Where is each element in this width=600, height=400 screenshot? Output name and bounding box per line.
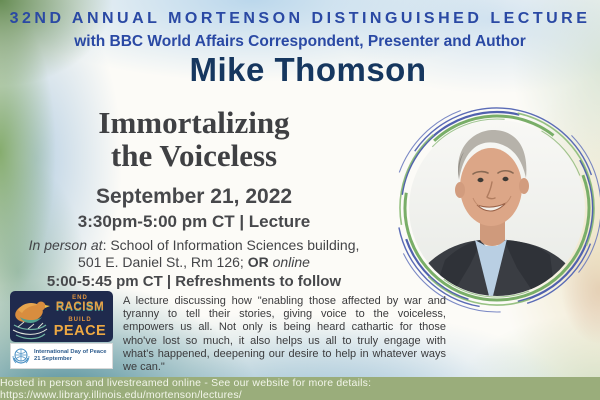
- speaker-photo: [385, 90, 600, 330]
- speaker-name: Mike Thomson: [189, 51, 427, 88]
- un-caption-line2: 21 September: [34, 356, 73, 362]
- address-or: OR: [247, 254, 269, 270]
- location-line2: [0, 254, 388, 271]
- address-online: online: [268, 254, 310, 270]
- header: [0, 10, 600, 88]
- badge-build: BUILD: [68, 316, 92, 323]
- event-date: September 21, 2022: [95, 185, 293, 208]
- badge-racism: RACISM: [55, 301, 105, 313]
- un-caption-line1: International Day of Peace: [34, 349, 107, 355]
- lecture-time: 3:30pm-5:00 pm CT | Lecture: [77, 212, 311, 231]
- badge-text: [50, 295, 110, 338]
- un-emblem-icon: [11, 346, 31, 366]
- footer-text: Hosted in person and livestreamed online - See our website for more details: https://www.library.illinois.edu/mortenson/lectures/: [0, 376, 372, 400]
- lecture-title: [0, 106, 388, 172]
- dove-icon: [10, 293, 50, 341]
- badge-end: END: [72, 295, 88, 301]
- speaker-photo-frame: [385, 90, 600, 330]
- lecture-title-line1: Immortalizing: [98, 105, 290, 140]
- lecture-info-column: [0, 106, 388, 290]
- location-lines: [0, 237, 388, 271]
- lecture-title-line2: the Voiceless: [110, 138, 278, 173]
- badge-peace: PEACE: [53, 322, 107, 339]
- peace-day-logo: [10, 291, 113, 369]
- speaker-intro: with BBC World Affairs Correspondent, Presenter and Author: [74, 33, 526, 50]
- end-racism-build-peace-badge: [10, 291, 113, 342]
- address-text: 501 E. Daniel St., Rm 126;: [78, 254, 248, 270]
- event-title: 32ND ANNUAL MORTENSON DISTINGUISHED LECTURE: [9, 10, 591, 27]
- refreshments-time: 5:00-5:45 pm CT | Refreshments to follow: [46, 273, 342, 290]
- un-caption-strip: [10, 343, 113, 369]
- location-building: : School of Information Sciences building,: [102, 237, 360, 253]
- location-inperson-label: In person at: [28, 237, 103, 253]
- location-line1: [0, 237, 388, 254]
- footer-bar: [0, 377, 600, 400]
- lecture-description: A lecture discussing how "enabling those affected by war and tyranny to tell their stories, giving voice to the voiceless, empowers us all. Not only is being heard cathartic for those who've lost so much, it also helps us all to truly engage with what's happened, deepening our desire to help in whatever ways we can.": [123, 295, 446, 374]
- un-caption: [34, 349, 106, 363]
